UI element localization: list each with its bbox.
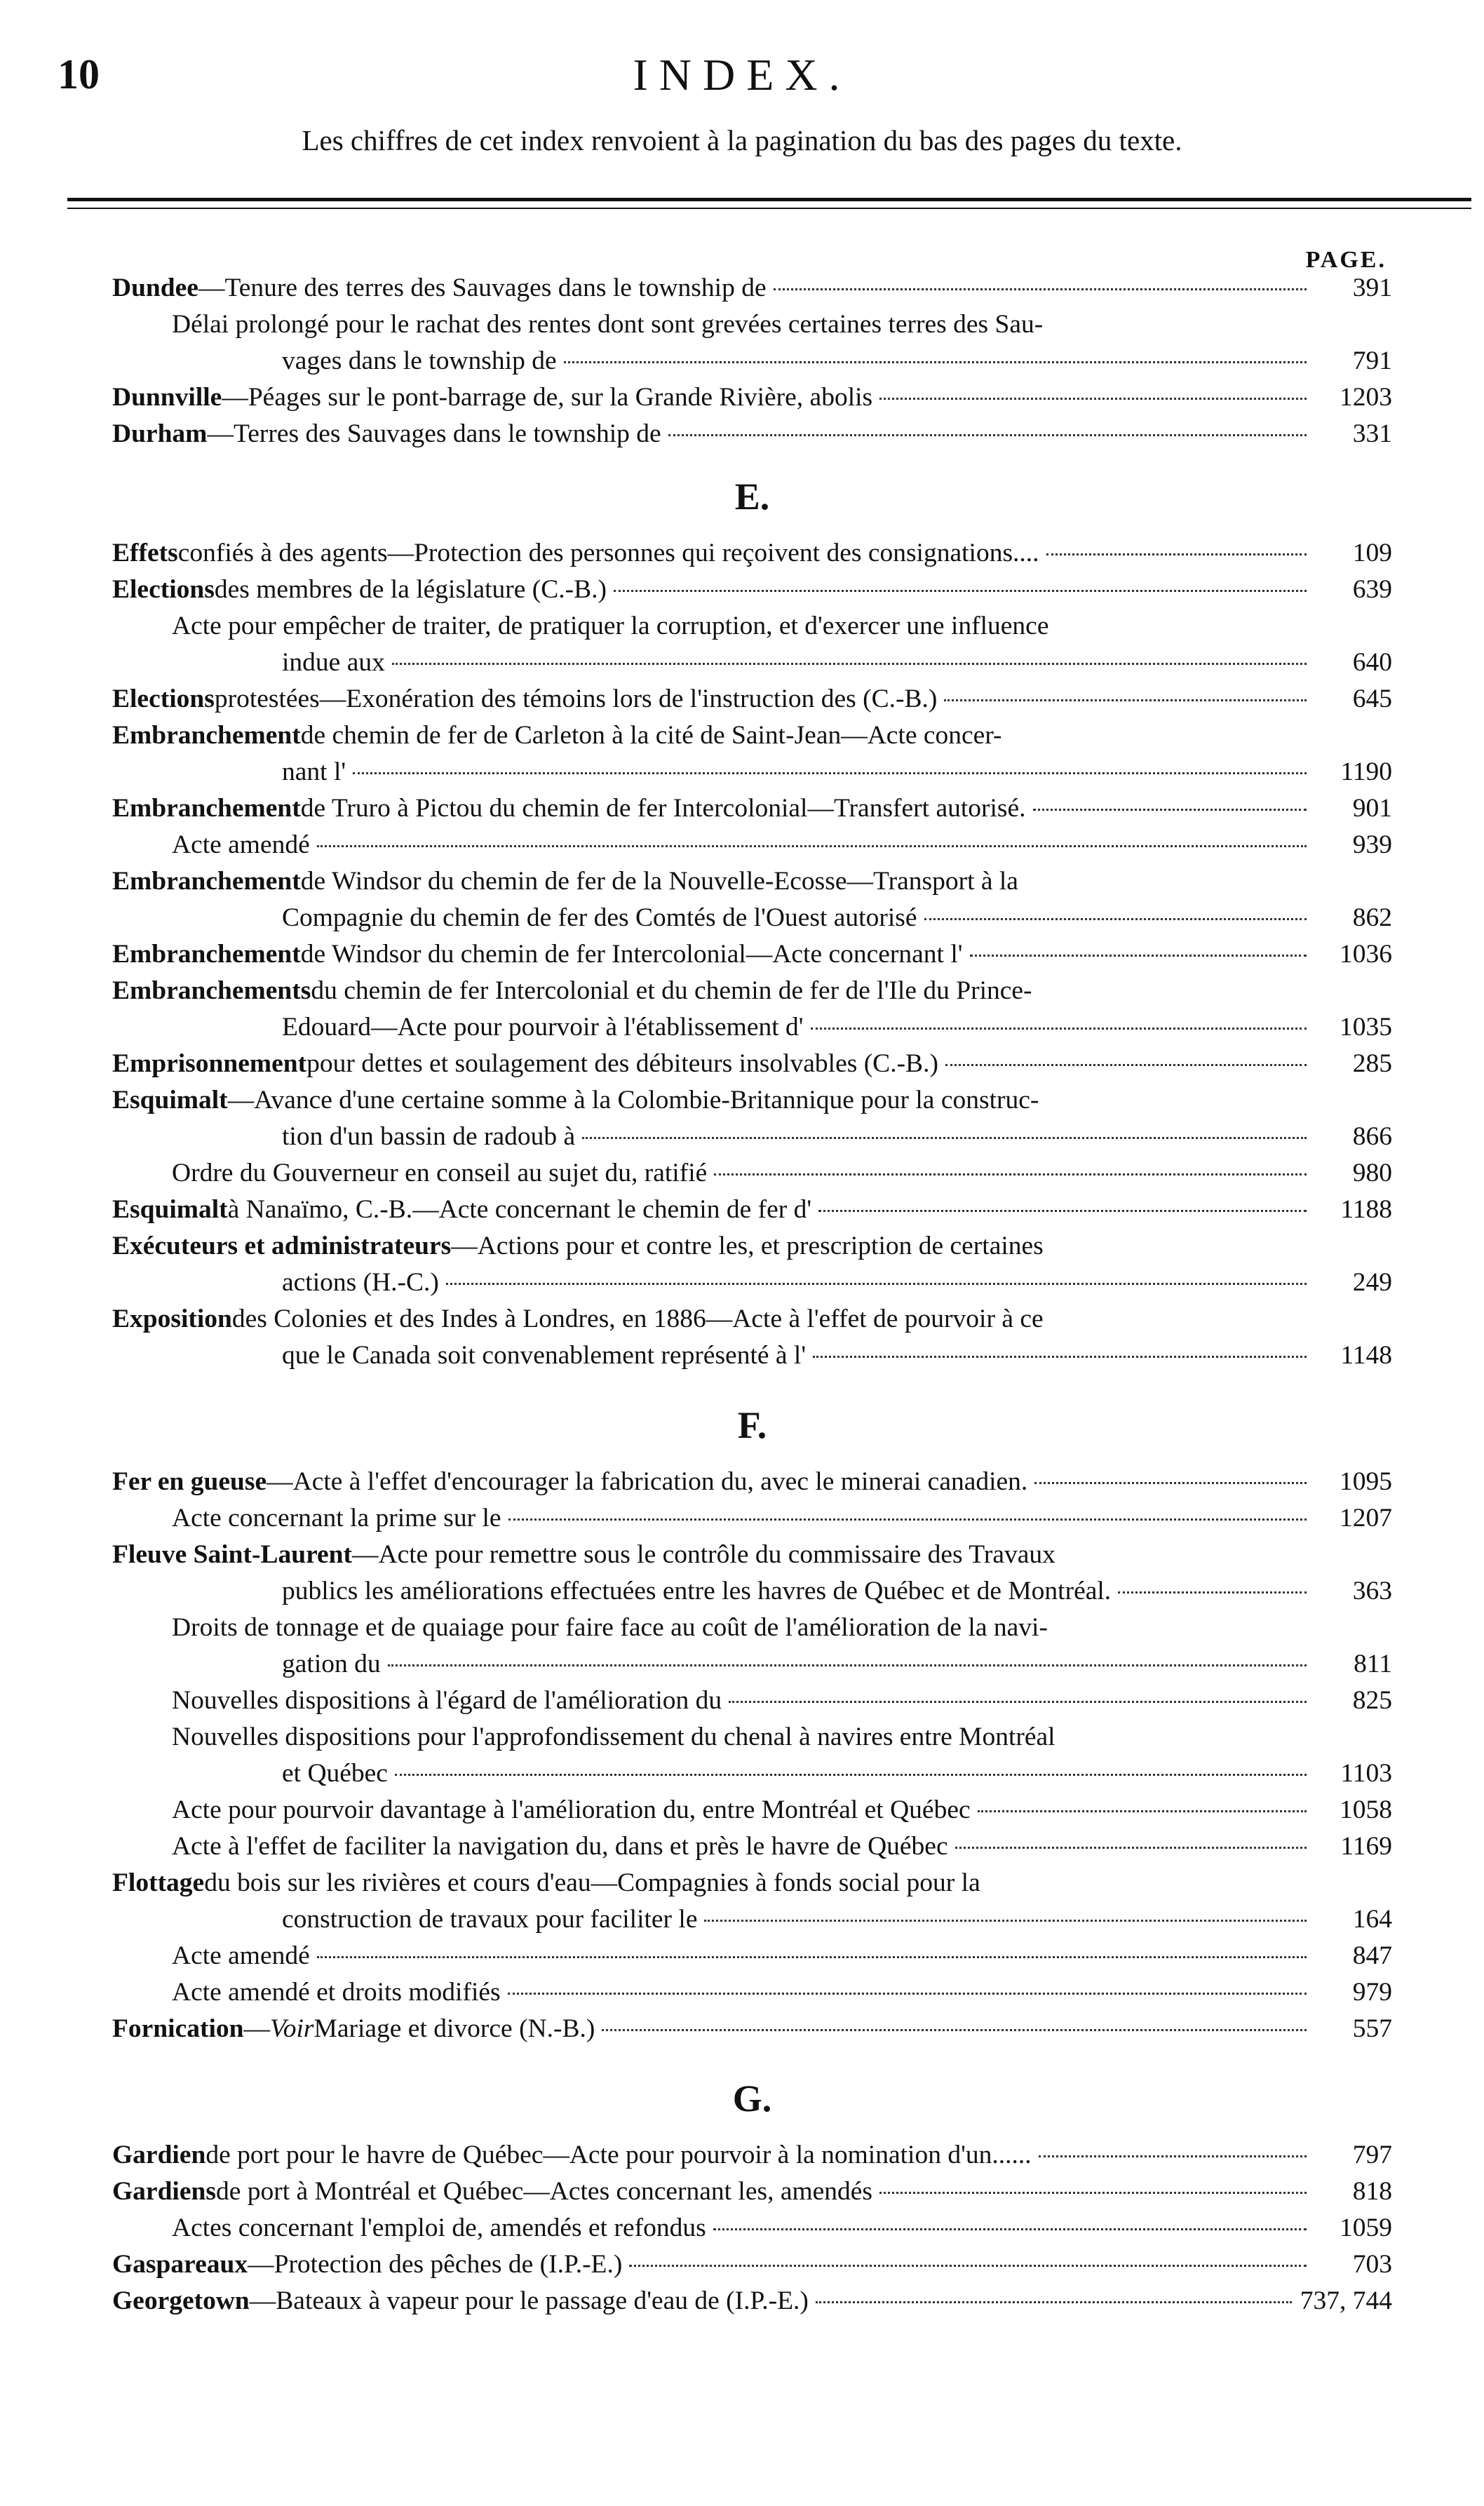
entry-text-cont: gation du <box>282 1650 381 1678</box>
entry-text: Mariage et divorce (N.-B.) <box>313 2014 595 2043</box>
dot-leader <box>1034 1482 1307 1484</box>
index-subentry <box>112 1155 1392 1192</box>
page-ref: 1190 <box>1340 757 1392 786</box>
index-subentry <box>112 1792 1392 1828</box>
index-entry <box>112 535 1392 572</box>
page-ref: 1058 <box>1340 1796 1392 1824</box>
page-ref: 825 <box>1352 1686 1392 1715</box>
entry-head: Emprisonnement <box>112 1049 307 1078</box>
dot-leader <box>1039 2155 1307 2157</box>
entry-text: Nouvelles dispositions à l'égard de l'amélioration du <box>172 1686 722 1715</box>
entry-text: Acte amendé <box>172 1941 310 1970</box>
entry-head: Embranchements <box>112 976 311 1005</box>
index-entry <box>112 270 1392 306</box>
entry-head: Flottage <box>112 1868 205 1897</box>
index-entry <box>112 973 1392 1046</box>
entry-head: Embranchement <box>112 794 301 823</box>
index-entry <box>112 2174 1392 2210</box>
index-entry <box>112 1082 1392 1155</box>
index-subentry <box>112 1719 1392 1792</box>
index-entry <box>112 2283 1392 2319</box>
entry-text: à Nanaïmo, C.-B.—Acte concernant le chemin de fer d' <box>227 1195 812 1224</box>
index-entry <box>112 790 1392 827</box>
dot-leader <box>564 361 1307 363</box>
entry-text: —Acte pour remettre sous le contrôle du commissaire des Travaux <box>352 1540 1055 1569</box>
dot-leader <box>392 663 1307 665</box>
entry-text-cont: tion d'un bassin de radoub à <box>282 1122 576 1151</box>
entry-head: Esquimalt <box>112 1086 228 1114</box>
page-ref: 1035 <box>1340 1013 1392 1042</box>
index-subentry <box>112 608 1392 681</box>
entry-text-cont: et Québec <box>282 1759 388 1788</box>
page-ref: 391 <box>1352 274 1392 302</box>
dot-leader <box>944 699 1307 701</box>
index-entry <box>112 718 1392 790</box>
index-entry <box>112 863 1392 936</box>
entry-text: de port à Montréal et Québec—Actes concernant les, amendés <box>215 2177 873 2206</box>
entry-text: des membres de la législature (C.-B.) <box>214 575 607 604</box>
entry-text: —Bateaux à vapeur pour le passage d'eau de (I.P.-E.) <box>249 2286 809 2315</box>
page-ref: 901 <box>1352 794 1392 823</box>
index-entry <box>112 2011 1392 2047</box>
dot-leader <box>970 955 1307 957</box>
dot-leader <box>614 590 1307 592</box>
index-subentry <box>112 1683 1392 1719</box>
entry-head: Fornication <box>112 2014 244 2043</box>
page-ref: 1059 <box>1340 2214 1392 2242</box>
page-ref: 818 <box>1352 2177 1392 2206</box>
entry-text: Ordre du Gouverneur en conseil au sujet du, ratifié <box>172 1159 708 1187</box>
header-rule-thick <box>67 198 1471 201</box>
dot-leader <box>508 1518 1307 1521</box>
entry-text-cont: construction de travaux pour faciliter le <box>282 1905 698 1934</box>
entry-head: Georgetown <box>112 2286 250 2315</box>
page-ref: 640 <box>1352 648 1392 677</box>
entry-text: Acte à l'effet de faciliter la navigation du, dans et près le havre de Québec <box>172 1832 948 1861</box>
page-ref: 249 <box>1352 1268 1392 1297</box>
entry-text-cont: Compagnie du chemin de fer des Comtés de l'Ouest autorisé <box>282 903 917 932</box>
page-ref: 737, 744 <box>1300 2286 1392 2315</box>
header-rule-thin <box>67 208 1471 209</box>
page-number: 10 <box>58 51 100 97</box>
index-subentry <box>112 827 1392 863</box>
entry-head: Gaspareaux <box>112 2250 248 2279</box>
page-ref: 797 <box>1352 2141 1392 2169</box>
entry-head: Dundee <box>112 274 198 302</box>
dot-leader <box>704 1920 1307 1922</box>
page-ref: 557 <box>1352 2014 1392 2043</box>
index-subentry <box>112 1500 1392 1537</box>
dot-leader <box>388 1664 1307 1666</box>
dot-leader <box>879 2192 1307 2194</box>
dot-leader <box>1046 553 1307 555</box>
index-entry <box>112 1228 1392 1301</box>
entry-text: Acte amendé et droits modifiés <box>172 1978 501 2007</box>
dot-leader <box>353 772 1307 774</box>
dot-leader <box>713 2228 1307 2230</box>
index-entry <box>112 416 1392 452</box>
entry-text: de Windsor du chemin de fer Intercolonial—Acte concernant l' <box>300 940 963 969</box>
index-entry <box>112 936 1392 973</box>
entry-text: — <box>243 2014 270 2043</box>
page-ref: 866 <box>1352 1122 1392 1151</box>
index-entry <box>112 572 1392 608</box>
page-ref: 645 <box>1352 685 1392 713</box>
dot-leader <box>945 1064 1307 1066</box>
dot-leader <box>774 288 1307 290</box>
entry-text: Acte concernant la prime sur le <box>172 1504 501 1532</box>
entry-head: Exécuteurs et administrateurs <box>112 1232 452 1260</box>
entry-head: Fer en gueuse <box>112 1467 267 1496</box>
entry-head: Dunnville <box>112 383 222 412</box>
page-ref: 1103 <box>1340 1759 1392 1788</box>
dot-leader <box>395 1774 1307 1776</box>
entry-text: Délai prolongé pour le rachat des rentes dont sont grevées certaines terres des Sau- <box>172 310 1044 339</box>
page-ref: 1188 <box>1340 1195 1392 1224</box>
dot-leader <box>582 1137 1307 1139</box>
page-ref: 331 <box>1352 419 1392 448</box>
dot-leader <box>668 434 1307 436</box>
dot-leader <box>955 1847 1307 1849</box>
page-ref: 862 <box>1352 903 1392 932</box>
entry-text: —Terres des Sauvages dans le township de <box>207 419 661 448</box>
entry-text: —Actions pour et contre les, et prescription de certaines <box>451 1232 1044 1260</box>
index-entry <box>112 2246 1392 2283</box>
entry-head: Gardiens <box>112 2177 216 2206</box>
entry-head: Fleuve Saint-Laurent <box>112 1540 353 1569</box>
index-subentry <box>112 1938 1392 1974</box>
entry-head: Durham <box>112 419 208 448</box>
index-entry <box>112 1192 1392 1228</box>
entry-text: confiés à des agents—Protection des personnes qui reçoivent des consignations.... <box>177 539 1039 567</box>
entry-text: de Windsor du chemin de fer de la Nouvelle-Ecosse—Transport à la <box>300 867 1018 896</box>
page-ref: 1095 <box>1340 1467 1392 1496</box>
page-ref: 811 <box>1354 1650 1392 1678</box>
dot-leader <box>978 1810 1307 1812</box>
entry-text-cont: vages dans le township de <box>282 346 557 375</box>
dot-leader <box>446 1283 1307 1285</box>
entry-text: protestées—Exonération des témoins lors de l'instruction des (C.-B.) <box>214 685 938 713</box>
entry-text: pour dettes et soulagement des débiteurs insolvables (C.-B.) <box>306 1049 938 1078</box>
dot-leader <box>508 1993 1307 1995</box>
entry-head: Exposition <box>112 1305 232 1333</box>
dot-leader <box>602 2029 1307 2031</box>
index-subentry <box>112 1610 1392 1683</box>
page-ref: 979 <box>1352 1978 1392 2007</box>
page-ref: 1203 <box>1340 383 1392 412</box>
page-ref: 980 <box>1352 1159 1392 1187</box>
entry-text-cont: indue aux <box>282 648 385 677</box>
index-entry <box>112 1865 1392 1938</box>
index-subentry <box>112 2210 1392 2246</box>
dot-leader <box>811 1028 1307 1030</box>
entry-head: Effets <box>112 539 178 567</box>
entry-text: Nouvelles dispositions pour l'approfondissement du chenal à navires entre Montréal <box>172 1723 1055 1751</box>
dot-leader <box>1118 1591 1307 1594</box>
page-ref: 791 <box>1352 346 1392 375</box>
entry-text: —Protection des pêches de (I.P.-E.) <box>248 2250 623 2279</box>
entry-text-cont: Edouard—Acte pour pourvoir à l'établissement d' <box>282 1013 804 1042</box>
index-entry <box>112 1046 1392 1082</box>
page-ref: 109 <box>1352 539 1392 567</box>
dot-leader <box>317 1956 1307 1958</box>
dot-leader <box>816 2301 1292 2303</box>
page-ref: 939 <box>1352 830 1392 859</box>
entry-see-ref: Voir <box>269 2014 314 2043</box>
entry-text: du bois sur les rivières et cours d'eau—Compagnies à fonds social pour la <box>204 1868 980 1897</box>
dot-leader <box>629 2265 1307 2267</box>
entry-text: du chemin de fer Intercolonial et du chemin de fer de l'Ile du Prince- <box>311 976 1032 1005</box>
index-entry <box>112 1301 1392 1374</box>
entry-head: Gardien <box>112 2141 206 2169</box>
page-ref: 1036 <box>1340 940 1392 969</box>
entry-text-cont: publics les améliorations effectuées entre les havres de Québec et de Montréal. <box>282 1577 1112 1605</box>
index-entry <box>112 1537 1392 1610</box>
entry-text: Droits de tonnage et de quaiage pour faire face au coût de l'amélioration de la navi- <box>172 1613 1048 1642</box>
section-letter-g: G. <box>732 2077 772 2120</box>
page-ref: 703 <box>1352 2250 1392 2279</box>
page-ref: 363 <box>1352 1577 1392 1605</box>
page-ref: 285 <box>1352 1049 1392 1078</box>
entry-text: de port pour le havre de Québec—Acte pour pourvoir à la nomination d'un...... <box>205 2141 1032 2169</box>
dot-leader <box>813 1356 1307 1358</box>
section-letter-e: E. <box>734 476 770 518</box>
index-entry <box>112 2137 1392 2174</box>
entry-head: Elections <box>112 685 215 713</box>
entry-text-cont: nant l' <box>282 757 346 786</box>
entry-text: —Acte à l'effet d'encourager la fabrication du, avec le minerai canadien. <box>267 1467 1028 1496</box>
entry-text: de Truro à Pictou du chemin de fer Intercolonial—Transfert autorisé. <box>300 794 1026 823</box>
dot-leader <box>924 918 1307 920</box>
entry-text: —Péages sur le pont-barrage de, sur la Grande Rivière, abolis <box>222 383 873 412</box>
entry-text: —Tenure des terres des Sauvages dans le township de <box>198 274 767 302</box>
page-ref: 1207 <box>1340 1504 1392 1532</box>
entry-text: Actes concernant l'emploi de, amendés et refondus <box>172 2214 706 2242</box>
entry-text-cont: que le Canada soit convenablement représenté à l' <box>282 1341 807 1370</box>
page-ref: 1169 <box>1340 1832 1392 1861</box>
entry-text: Acte pour pourvoir davantage à l'amélioration du, entre Montréal et Québec <box>172 1796 971 1824</box>
index-subentry <box>112 1828 1392 1865</box>
entry-text: —Avance d'une certaine somme à la Colombie-Britannique pour la construc- <box>227 1086 1039 1114</box>
entry-text: Acte pour empêcher de traiter, de pratiquer la corruption, et d'exercer une influence <box>172 612 1049 640</box>
index-subentry <box>112 1974 1392 2011</box>
entry-text: des Colonies et des Indes à Londres, en 1886—Acte à l'effet de pourvoir à ce <box>231 1305 1044 1333</box>
page-ref: 1148 <box>1340 1341 1392 1370</box>
entry-head: Embranchement <box>112 867 301 896</box>
entry-head: Elections <box>112 575 215 604</box>
dot-leader <box>1033 809 1307 811</box>
section-letter-f: F. <box>737 1404 767 1446</box>
page-ref: 847 <box>1352 1941 1392 1970</box>
dot-leader <box>729 1701 1307 1703</box>
entry-head: Esquimalt <box>112 1195 228 1224</box>
entry-head: Embranchement <box>112 721 301 750</box>
dot-leader <box>818 1210 1307 1212</box>
dot-leader <box>879 398 1307 400</box>
page-title: INDEX. <box>633 50 851 100</box>
index-entry <box>112 681 1392 718</box>
index-subentry <box>112 306 1392 379</box>
page-ref: 164 <box>1352 1905 1392 1934</box>
entry-text-cont: actions (H.-C.) <box>282 1268 439 1297</box>
page-ref: 639 <box>1352 575 1392 604</box>
entry-text: de chemin de fer de Carleton à la cité de Saint-Jean—Acte concer- <box>300 721 1002 750</box>
entry-head: Embranchement <box>112 940 301 969</box>
index-entry <box>112 379 1392 416</box>
page-column-header: PAGE. <box>1305 247 1387 273</box>
entry-text: Acte amendé <box>172 830 310 859</box>
index-body <box>112 270 1392 2319</box>
index-entry <box>112 1464 1392 1500</box>
dot-leader <box>317 845 1307 847</box>
dot-leader <box>714 1173 1307 1175</box>
page-subtitle: Les chiffres de cet index renvoient à la pagination du bas des pages du texte. <box>302 124 1182 156</box>
